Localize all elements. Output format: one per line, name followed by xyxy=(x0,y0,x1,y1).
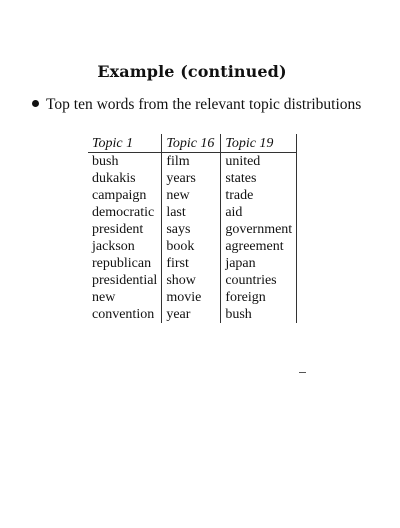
table-row xyxy=(88,238,297,255)
table-cell: new xyxy=(92,290,116,305)
table-cell: film xyxy=(162,153,221,171)
column-header-topic-1: Topic 1 xyxy=(88,134,162,153)
table-row xyxy=(88,289,297,306)
table-cell: aid xyxy=(221,204,297,221)
stray-dash-mark xyxy=(299,372,306,373)
table-row xyxy=(88,272,297,289)
table-cell: countries xyxy=(221,272,297,289)
table-row xyxy=(88,255,297,272)
table-cell: presidential xyxy=(92,273,158,288)
table-cell: new xyxy=(162,187,221,204)
table-cell: president xyxy=(92,222,144,237)
table-cell: united xyxy=(221,153,297,171)
table-row xyxy=(88,306,297,323)
table-cell: republican xyxy=(92,256,152,271)
table-cell: movie xyxy=(162,289,221,306)
table-cell: dukakis xyxy=(92,171,136,186)
table-cell: trade xyxy=(221,187,297,204)
bullet-item xyxy=(32,96,361,114)
table-row xyxy=(88,204,297,221)
table-cell: democratic xyxy=(92,205,155,220)
table-cell: show xyxy=(162,272,221,289)
table-cell: government xyxy=(221,221,297,238)
table-cell: campaign xyxy=(92,188,147,203)
table-cell: convention xyxy=(92,307,155,322)
table-cell: states xyxy=(221,170,297,187)
table-cell: bush xyxy=(92,154,119,169)
table-cell: last xyxy=(162,204,221,221)
bullet-icon xyxy=(32,100,39,107)
table-cell: agreement xyxy=(221,238,297,255)
table-row xyxy=(88,187,297,204)
bullet-text: Top ten words from the relevant topic distributions xyxy=(46,96,362,113)
table-cell: foreign xyxy=(221,289,297,306)
table-cell: bush xyxy=(221,306,297,323)
topic-words-table xyxy=(88,134,297,323)
table-cell: japan xyxy=(221,255,297,272)
table-row xyxy=(88,153,297,171)
column-header-topic-19: Topic 19 xyxy=(221,134,297,153)
table-cell: first xyxy=(162,255,221,272)
slide-title: Example (continued) xyxy=(97,62,287,81)
table-row xyxy=(88,170,297,187)
table-cell: says xyxy=(162,221,221,238)
column-header-topic-16: Topic 16 xyxy=(162,134,221,153)
table-row xyxy=(88,221,297,238)
table-cell: jackson xyxy=(92,239,135,254)
table-cell: book xyxy=(162,238,221,255)
table-cell: year xyxy=(162,306,221,323)
table-cell: years xyxy=(162,170,221,187)
table-header-row xyxy=(88,134,297,153)
